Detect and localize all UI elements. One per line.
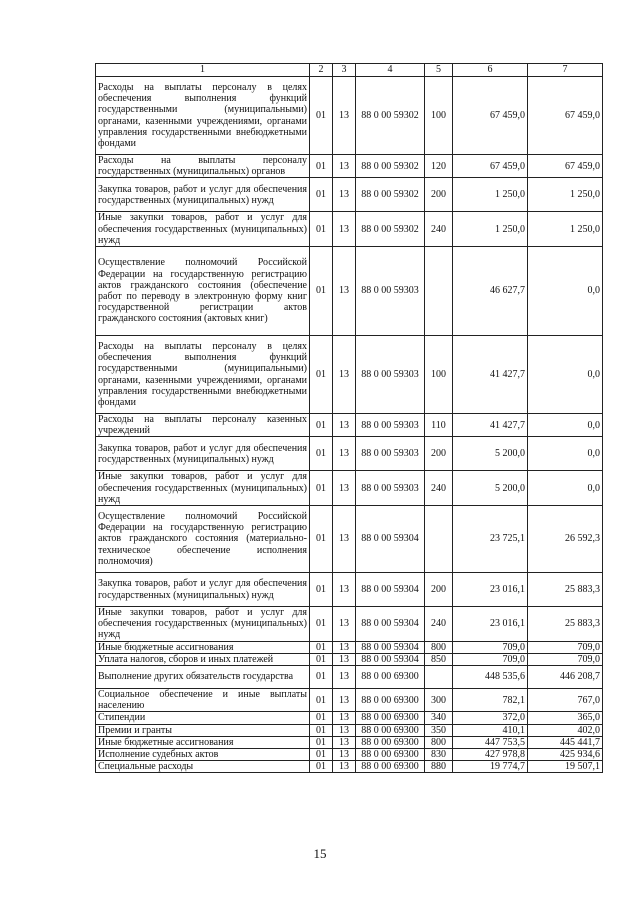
cell-subsection: 13: [333, 471, 356, 506]
cell-amount-2: 0,0: [528, 336, 603, 414]
cell-name: Исполнение судебных актов: [96, 749, 310, 761]
cell-subsection: 13: [333, 749, 356, 761]
cell-name: Специальные расходы: [96, 761, 310, 773]
cell-section: 01: [310, 471, 333, 506]
header-col-6: 6: [453, 64, 528, 77]
cell-amount-2: 0,0: [528, 414, 603, 437]
cell-expense-type: [425, 666, 453, 689]
cell-expense-type: 120: [425, 155, 453, 178]
cell-amount-2: 709,0: [528, 653, 603, 665]
cell-amount-1: 427 978,8: [453, 749, 528, 761]
cell-section: 01: [310, 653, 333, 665]
cell-target-code: 88 0 00 59304: [356, 607, 425, 642]
cell-section: 01: [310, 607, 333, 642]
table-row: [96, 749, 603, 761]
cell-amount-2: 446 208,7: [528, 666, 603, 689]
table-row: [96, 736, 603, 748]
cell-section: 01: [310, 437, 333, 471]
cell-amount-2: 709,0: [528, 641, 603, 653]
cell-amount-2: 0,0: [528, 471, 603, 506]
cell-name: Стипендии: [96, 712, 310, 724]
cell-target-code: 88 0 00 69300: [356, 712, 425, 724]
cell-name: Закупка товаров, работ и услуг для обеспечения государственных (муниципальных) нужд: [96, 573, 310, 607]
cell-name: Иные закупки товаров, работ и услуг для обеспечения государственных (муниципальных) нужд: [96, 607, 310, 642]
cell-amount-2: 0,0: [528, 437, 603, 471]
cell-amount-2: 1 250,0: [528, 212, 603, 247]
header-col-5: 5: [425, 64, 453, 77]
table-row: [96, 712, 603, 724]
cell-section: 01: [310, 212, 333, 247]
budget-table: [95, 63, 603, 773]
page-number: 15: [313, 846, 327, 861]
table-row: [96, 689, 603, 712]
cell-section: 01: [310, 247, 333, 336]
cell-amount-1: 372,0: [453, 712, 528, 724]
cell-subsection: 13: [333, 641, 356, 653]
cell-section: 01: [310, 736, 333, 748]
cell-section: 01: [310, 761, 333, 773]
cell-expense-type: 240: [425, 607, 453, 642]
cell-target-code: 88 0 00 59304: [356, 653, 425, 665]
cell-amount-2: 19 507,1: [528, 761, 603, 773]
cell-subsection: 13: [333, 178, 356, 212]
cell-subsection: 13: [333, 506, 356, 573]
cell-subsection: 13: [333, 653, 356, 665]
cell-target-code: 88 0 00 69300: [356, 761, 425, 773]
cell-amount-2: 0,0: [528, 247, 603, 336]
cell-amount-1: 709,0: [453, 653, 528, 665]
cell-amount-1: 67 459,0: [453, 77, 528, 155]
header-col-4: 4: [356, 64, 425, 77]
cell-section: 01: [310, 689, 333, 712]
cell-section: 01: [310, 641, 333, 653]
cell-expense-type: [425, 247, 453, 336]
header-col-3: 3: [333, 64, 356, 77]
cell-amount-1: 709,0: [453, 641, 528, 653]
cell-expense-type: 850: [425, 653, 453, 665]
cell-subsection: 13: [333, 724, 356, 736]
cell-name: Иные бюджетные ассигнования: [96, 641, 310, 653]
cell-section: 01: [310, 77, 333, 155]
cell-expense-type: 880: [425, 761, 453, 773]
header-col-2: 2: [310, 64, 333, 77]
cell-name: Выполнение других обязательств государства: [96, 666, 310, 689]
cell-amount-2: 25 883,3: [528, 607, 603, 642]
cell-target-code: 88 0 00 59304: [356, 641, 425, 653]
table-row: [96, 437, 603, 471]
cell-target-code: 88 0 00 59303: [356, 336, 425, 414]
cell-section: 01: [310, 414, 333, 437]
cell-amount-2: 445 441,7: [528, 736, 603, 748]
cell-target-code: 88 0 00 69300: [356, 736, 425, 748]
cell-expense-type: 800: [425, 736, 453, 748]
table-row: [96, 414, 603, 437]
cell-name: Социальное обеспечение и иные выплаты населению: [96, 689, 310, 712]
cell-name: Осуществление полномочий Российской Федерации на государственную регистрацию актов гражданского состояния (обеспечение работ по переводу в электронную форму книг государственной регистрации актов гражданского состояния (актовых книг): [96, 247, 310, 336]
cell-amount-1: 41 427,7: [453, 414, 528, 437]
table-body: [96, 77, 603, 773]
cell-amount-1: 23 725,1: [453, 506, 528, 573]
cell-section: 01: [310, 506, 333, 573]
cell-name: Иные закупки товаров, работ и услуг для обеспечения государственных (муниципальных) нужд: [96, 471, 310, 506]
cell-subsection: 13: [333, 336, 356, 414]
header-col-7: 7: [528, 64, 603, 77]
cell-expense-type: 200: [425, 573, 453, 607]
cell-section: 01: [310, 336, 333, 414]
cell-name: Закупка товаров, работ и услуг для обеспечения государственных (муниципальных) нужд: [96, 437, 310, 471]
cell-amount-1: 46 627,7: [453, 247, 528, 336]
cell-name: Расходы на выплаты персоналу в целях обеспечения выполнения функций государственными (муниципальными) органами, казенными учреждениями, органами управления государственными внебюджетными фондами: [96, 77, 310, 155]
cell-subsection: 13: [333, 414, 356, 437]
cell-target-code: 88 0 00 59304: [356, 506, 425, 573]
cell-expense-type: 100: [425, 336, 453, 414]
cell-section: 01: [310, 712, 333, 724]
cell-amount-1: 782,1: [453, 689, 528, 712]
cell-expense-type: 200: [425, 178, 453, 212]
cell-amount-1: 448 535,6: [453, 666, 528, 689]
cell-section: 01: [310, 749, 333, 761]
cell-name: Иные бюджетные ассигнования: [96, 736, 310, 748]
cell-target-code: 88 0 00 59302: [356, 155, 425, 178]
cell-section: 01: [310, 724, 333, 736]
cell-subsection: 13: [333, 212, 356, 247]
cell-subsection: 13: [333, 155, 356, 178]
cell-expense-type: 240: [425, 471, 453, 506]
table-row: [96, 212, 603, 247]
table-header: [96, 64, 603, 77]
cell-expense-type: 200: [425, 437, 453, 471]
cell-target-code: 88 0 00 59302: [356, 212, 425, 247]
cell-section: 01: [310, 573, 333, 607]
cell-name: Закупка товаров, работ и услуг для обеспечения государственных (муниципальных) нужд: [96, 178, 310, 212]
cell-name: Расходы на выплаты персоналу в целях обеспечения выполнения функций государственными (муниципальными) органами, казенными учреждениями, органами управления государственными внебюджетными фондами: [96, 336, 310, 414]
cell-subsection: 13: [333, 607, 356, 642]
cell-expense-type: 350: [425, 724, 453, 736]
cell-target-code: 88 0 00 59302: [356, 77, 425, 155]
table-row: [96, 155, 603, 178]
cell-name: Премии и гранты: [96, 724, 310, 736]
cell-subsection: 13: [333, 761, 356, 773]
cell-name: Осуществление полномочий Российской Федерации на государственную регистрацию актов гражданского состояния (материально-техническое обеспечение исполнения полномочия): [96, 506, 310, 573]
table-row: [96, 653, 603, 665]
cell-name: Иные закупки товаров, работ и услуг для обеспечения государственных (муниципальных) нужд: [96, 212, 310, 247]
table-row: [96, 761, 603, 773]
cell-target-code: 88 0 00 59304: [356, 573, 425, 607]
table-row: [96, 247, 603, 336]
cell-expense-type: 830: [425, 749, 453, 761]
cell-subsection: 13: [333, 77, 356, 155]
cell-subsection: 13: [333, 573, 356, 607]
table-row: [96, 573, 603, 607]
cell-amount-1: 5 200,0: [453, 437, 528, 471]
cell-target-code: 88 0 00 59303: [356, 247, 425, 336]
table-row: [96, 607, 603, 642]
cell-name: Расходы на выплаты персоналу казенных учреждений: [96, 414, 310, 437]
table-row: [96, 178, 603, 212]
cell-subsection: 13: [333, 666, 356, 689]
cell-amount-1: 1 250,0: [453, 212, 528, 247]
cell-target-code: 88 0 00 59303: [356, 437, 425, 471]
cell-amount-2: 402,0: [528, 724, 603, 736]
cell-amount-2: 365,0: [528, 712, 603, 724]
cell-amount-1: 23 016,1: [453, 607, 528, 642]
cell-subsection: 13: [333, 247, 356, 336]
table-row: [96, 724, 603, 736]
cell-amount-1: 23 016,1: [453, 573, 528, 607]
cell-expense-type: 240: [425, 212, 453, 247]
cell-target-code: 88 0 00 69300: [356, 666, 425, 689]
cell-amount-2: 26 592,3: [528, 506, 603, 573]
cell-name: Расходы на выплаты персоналу государственных (муниципальных) органов: [96, 155, 310, 178]
cell-target-code: 88 0 00 69300: [356, 689, 425, 712]
header-col-1: 1: [96, 64, 310, 77]
cell-target-code: 88 0 00 69300: [356, 749, 425, 761]
cell-expense-type: [425, 506, 453, 573]
table-row: [96, 471, 603, 506]
cell-amount-1: 5 200,0: [453, 471, 528, 506]
cell-target-code: 88 0 00 59303: [356, 471, 425, 506]
table-row: [96, 336, 603, 414]
cell-subsection: 13: [333, 712, 356, 724]
cell-expense-type: 100: [425, 77, 453, 155]
cell-section: 01: [310, 178, 333, 212]
header-row: [96, 64, 603, 77]
cell-amount-1: 447 753,5: [453, 736, 528, 748]
cell-amount-2: 767,0: [528, 689, 603, 712]
cell-amount-1: 410,1: [453, 724, 528, 736]
cell-amount-2: 67 459,0: [528, 155, 603, 178]
cell-expense-type: 800: [425, 641, 453, 653]
cell-target-code: 88 0 00 59302: [356, 178, 425, 212]
table-row: [96, 641, 603, 653]
cell-subsection: 13: [333, 437, 356, 471]
table-row: [96, 506, 603, 573]
cell-target-code: 88 0 00 69300: [356, 724, 425, 736]
cell-amount-1: 19 774,7: [453, 761, 528, 773]
cell-amount-2: 1 250,0: [528, 178, 603, 212]
cell-section: 01: [310, 666, 333, 689]
cell-expense-type: 110: [425, 414, 453, 437]
cell-expense-type: 300: [425, 689, 453, 712]
cell-amount-1: 1 250,0: [453, 178, 528, 212]
cell-subsection: 13: [333, 689, 356, 712]
cell-subsection: 13: [333, 736, 356, 748]
cell-amount-2: 25 883,3: [528, 573, 603, 607]
cell-target-code: 88 0 00 59303: [356, 414, 425, 437]
cell-section: 01: [310, 155, 333, 178]
table-row: [96, 77, 603, 155]
cell-amount-2: 425 934,6: [528, 749, 603, 761]
table-row: [96, 666, 603, 689]
cell-amount-1: 41 427,7: [453, 336, 528, 414]
cell-name: Уплата налогов, сборов и иных платежей: [96, 653, 310, 665]
cell-amount-2: 67 459,0: [528, 77, 603, 155]
cell-expense-type: 340: [425, 712, 453, 724]
cell-amount-1: 67 459,0: [453, 155, 528, 178]
